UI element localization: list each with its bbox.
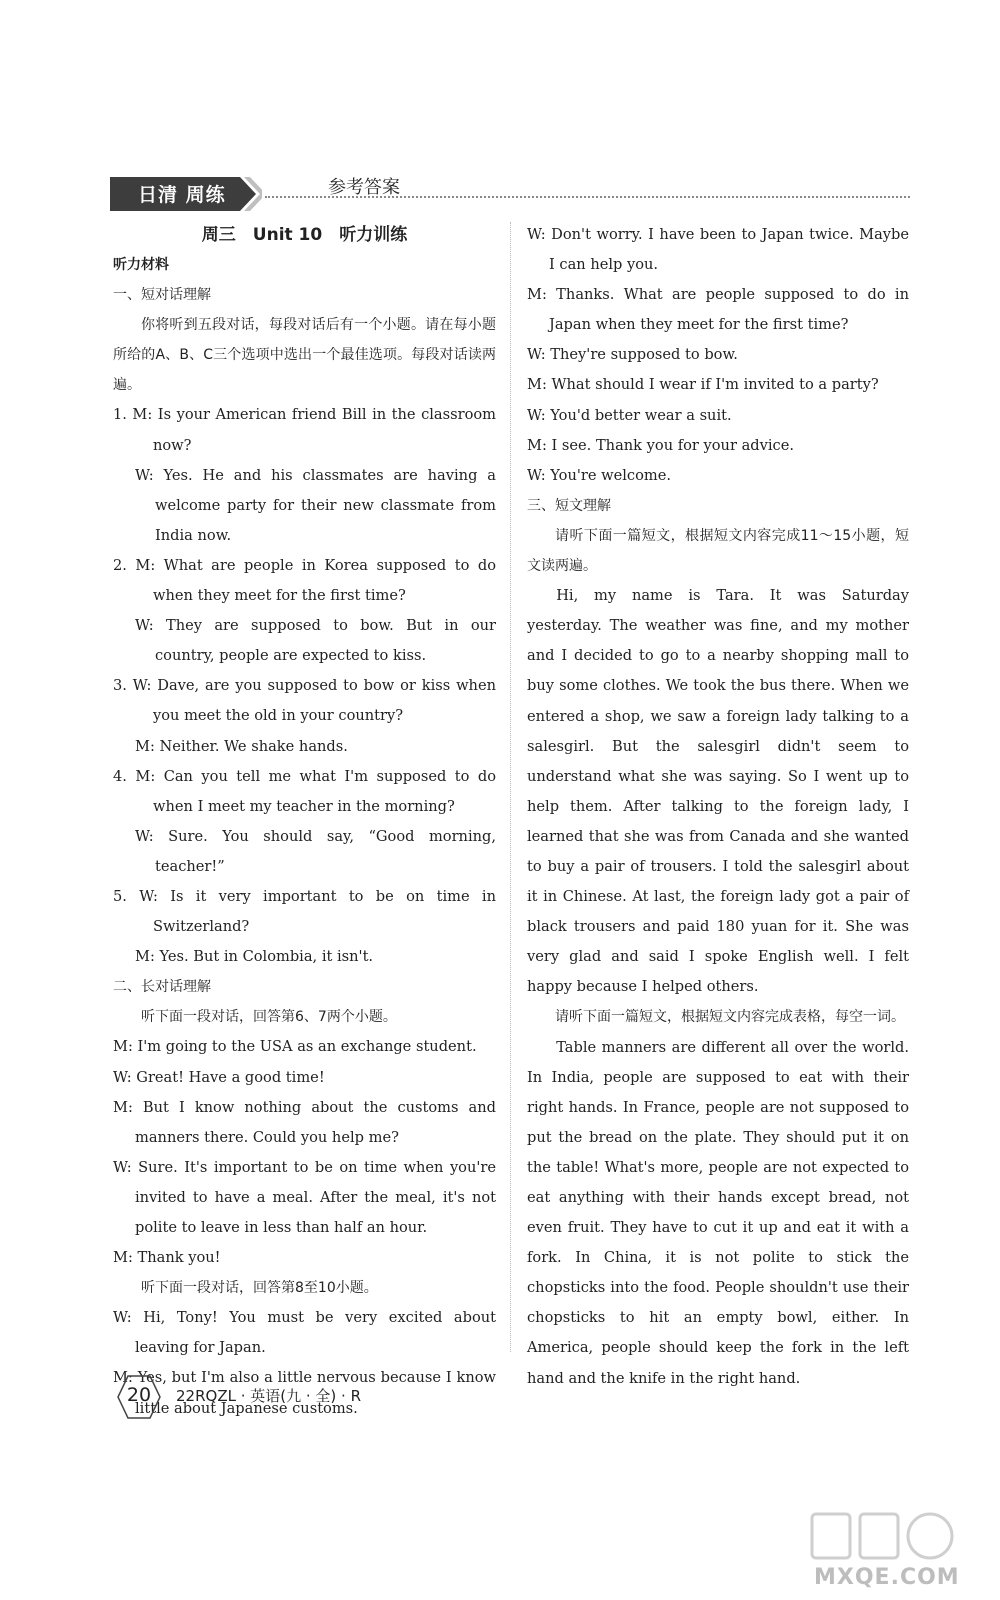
dialog-line: W: They are supposed to bow. But in our country, people are expected to kiss. [135, 617, 496, 665]
dialog-line: W: Don't worry. I have been to Japan twice. Maybe I can help you. [527, 226, 909, 274]
materials-label: 听力材料 [113, 257, 169, 273]
part2-instruction-2: 听下面一段对话，回答第8至10小题。 [141, 1280, 378, 1297]
dialog-line: M: Thanks. What are people supposed to do in Japan when they meet for the first time? [527, 286, 909, 334]
part3-title: 三、短文理解 [527, 497, 611, 514]
part2-title: 二、长对话理解 [113, 979, 211, 996]
right-column [527, 220, 909, 1394]
watermark-text: MXQE.COM [814, 1565, 960, 1590]
dialog-line: M: But I know nothing about the customs and manners there. Could you help me? [113, 1098, 496, 1146]
dialog-line: W: Sure. You should say, “Good morning, teacher!” [135, 827, 496, 875]
header-badge-label: 日清 周练 [138, 184, 226, 206]
dialog-line: M: What should I wear if I'm invited to a party? [527, 376, 879, 394]
footer-code: 22RQZL · 英语(九 · 全) · R [176, 1387, 361, 1405]
dialog-line: M: Neither. We shake hands. [135, 737, 348, 755]
dialog-line: 2. M: What are people in Korea supposed to do when they meet for the first time? [113, 556, 496, 605]
left-column [113, 220, 496, 1424]
page-number: 20 [126, 1384, 152, 1406]
dialog-line: M: Yes. But in Colombia, it isn't. [135, 948, 374, 966]
part2-instruction-1: 听下面一段对话，回答第6、7两个小题。 [141, 1009, 397, 1026]
dialog-line: 1. M: Is your American friend Bill in the classroom now? [113, 406, 496, 454]
header-divider [265, 196, 910, 198]
part1-instruction: 你将听到五段对话，每段对话后有一个小题。请在每小题所给的A、B、C三个选项中选出一个最佳选项。每段对话读两遍。 [113, 317, 496, 394]
dialog-line: 4. M: Can you tell me what I'm supposed to do when I meet my teacher in the morning? [113, 767, 496, 815]
dialog-line: M: Thank you! [113, 1249, 221, 1267]
part3-instruction-1: 请听下面一篇短文，根据短文内容完成11～15小题，短文读两遍。 [527, 527, 909, 575]
passage-2: Table manners are different all over the world. In India, people are supposed to eat with their right hands. In France, people are not supposed to put the bread on the plate. They should put it on the table! What's more, people are not expected to eat anything with their hands except bread, not even fruit. They have to cut it up and eat it with a fork. In China, it is not polite to stick the chopsticks into the food. People shouldn't use their chopsticks to hit an empty bowl, either. In America, people should keep the fork in the left hand and the knife in the right hand. [527, 1038, 909, 1387]
dialog-line: W: They're supposed to bow. [527, 346, 738, 364]
dialog-line: M: I see. Thank you for your advice. [527, 436, 794, 454]
dialog-line: W: Hi, Tony! You must be very excited about leaving for Japan. [113, 1309, 496, 1357]
dialog-line: W: You'd better wear a suit. [527, 406, 732, 424]
dialog-line: W: Yes. He and his classmates are having a welcome party for their new classmate from India now. [135, 466, 496, 544]
part3-instruction-2: 请听下面一篇短文，根据短文内容完成表格，每空一词。 [555, 1009, 905, 1026]
dialog-line: M: I'm going to the USA as an exchange student. [113, 1038, 477, 1056]
part1-title: 一、短对话理解 [113, 287, 211, 304]
dialog-line: W: Sure. It's important to be on time when you're invited to have a meal. After the meal, it's not polite to leave in less than half an hour. [113, 1158, 496, 1236]
passage-1: Hi, my name is Tara. It was Saturday yesterday. The weather was fine, and my mother and I decided to go to a nearby shopping mall to buy some clothes. We took the bus there. When we entered a shop, we saw a foreign lady talking to a salesgirl. But the salesgirl didn't seem to understand what she was saying. So I went up to help them. After talking to the foreign lady, I learned that she was from Canada and she wanted to buy a pair of trousers. I told the salesgirl about it in Chinese. At last, the foreign lady got a pair of black trousers and paid 180 yuan for it. She was very glad and said I spoke English well. I felt happy because I helped others. [527, 587, 909, 996]
section-title: 周三 Unit 10 听力训练 [201, 225, 408, 245]
dialog-line: W: Great! Have a good time! [113, 1068, 325, 1086]
dialog-line: W: You're welcome. [527, 466, 671, 484]
dialog-line: M: Yes, but I'm also a little nervous because I know little about Japanese customs. [113, 1369, 496, 1417]
dialog-line: 5. W: Is it very important to be on time in Switzerland? [113, 887, 496, 936]
header-title: 参考答案 [328, 177, 400, 198]
column-divider [510, 222, 511, 1352]
dialog-line: 3. W: Dave, are you supposed to bow or kiss when you meet the old in your country? [113, 677, 496, 725]
